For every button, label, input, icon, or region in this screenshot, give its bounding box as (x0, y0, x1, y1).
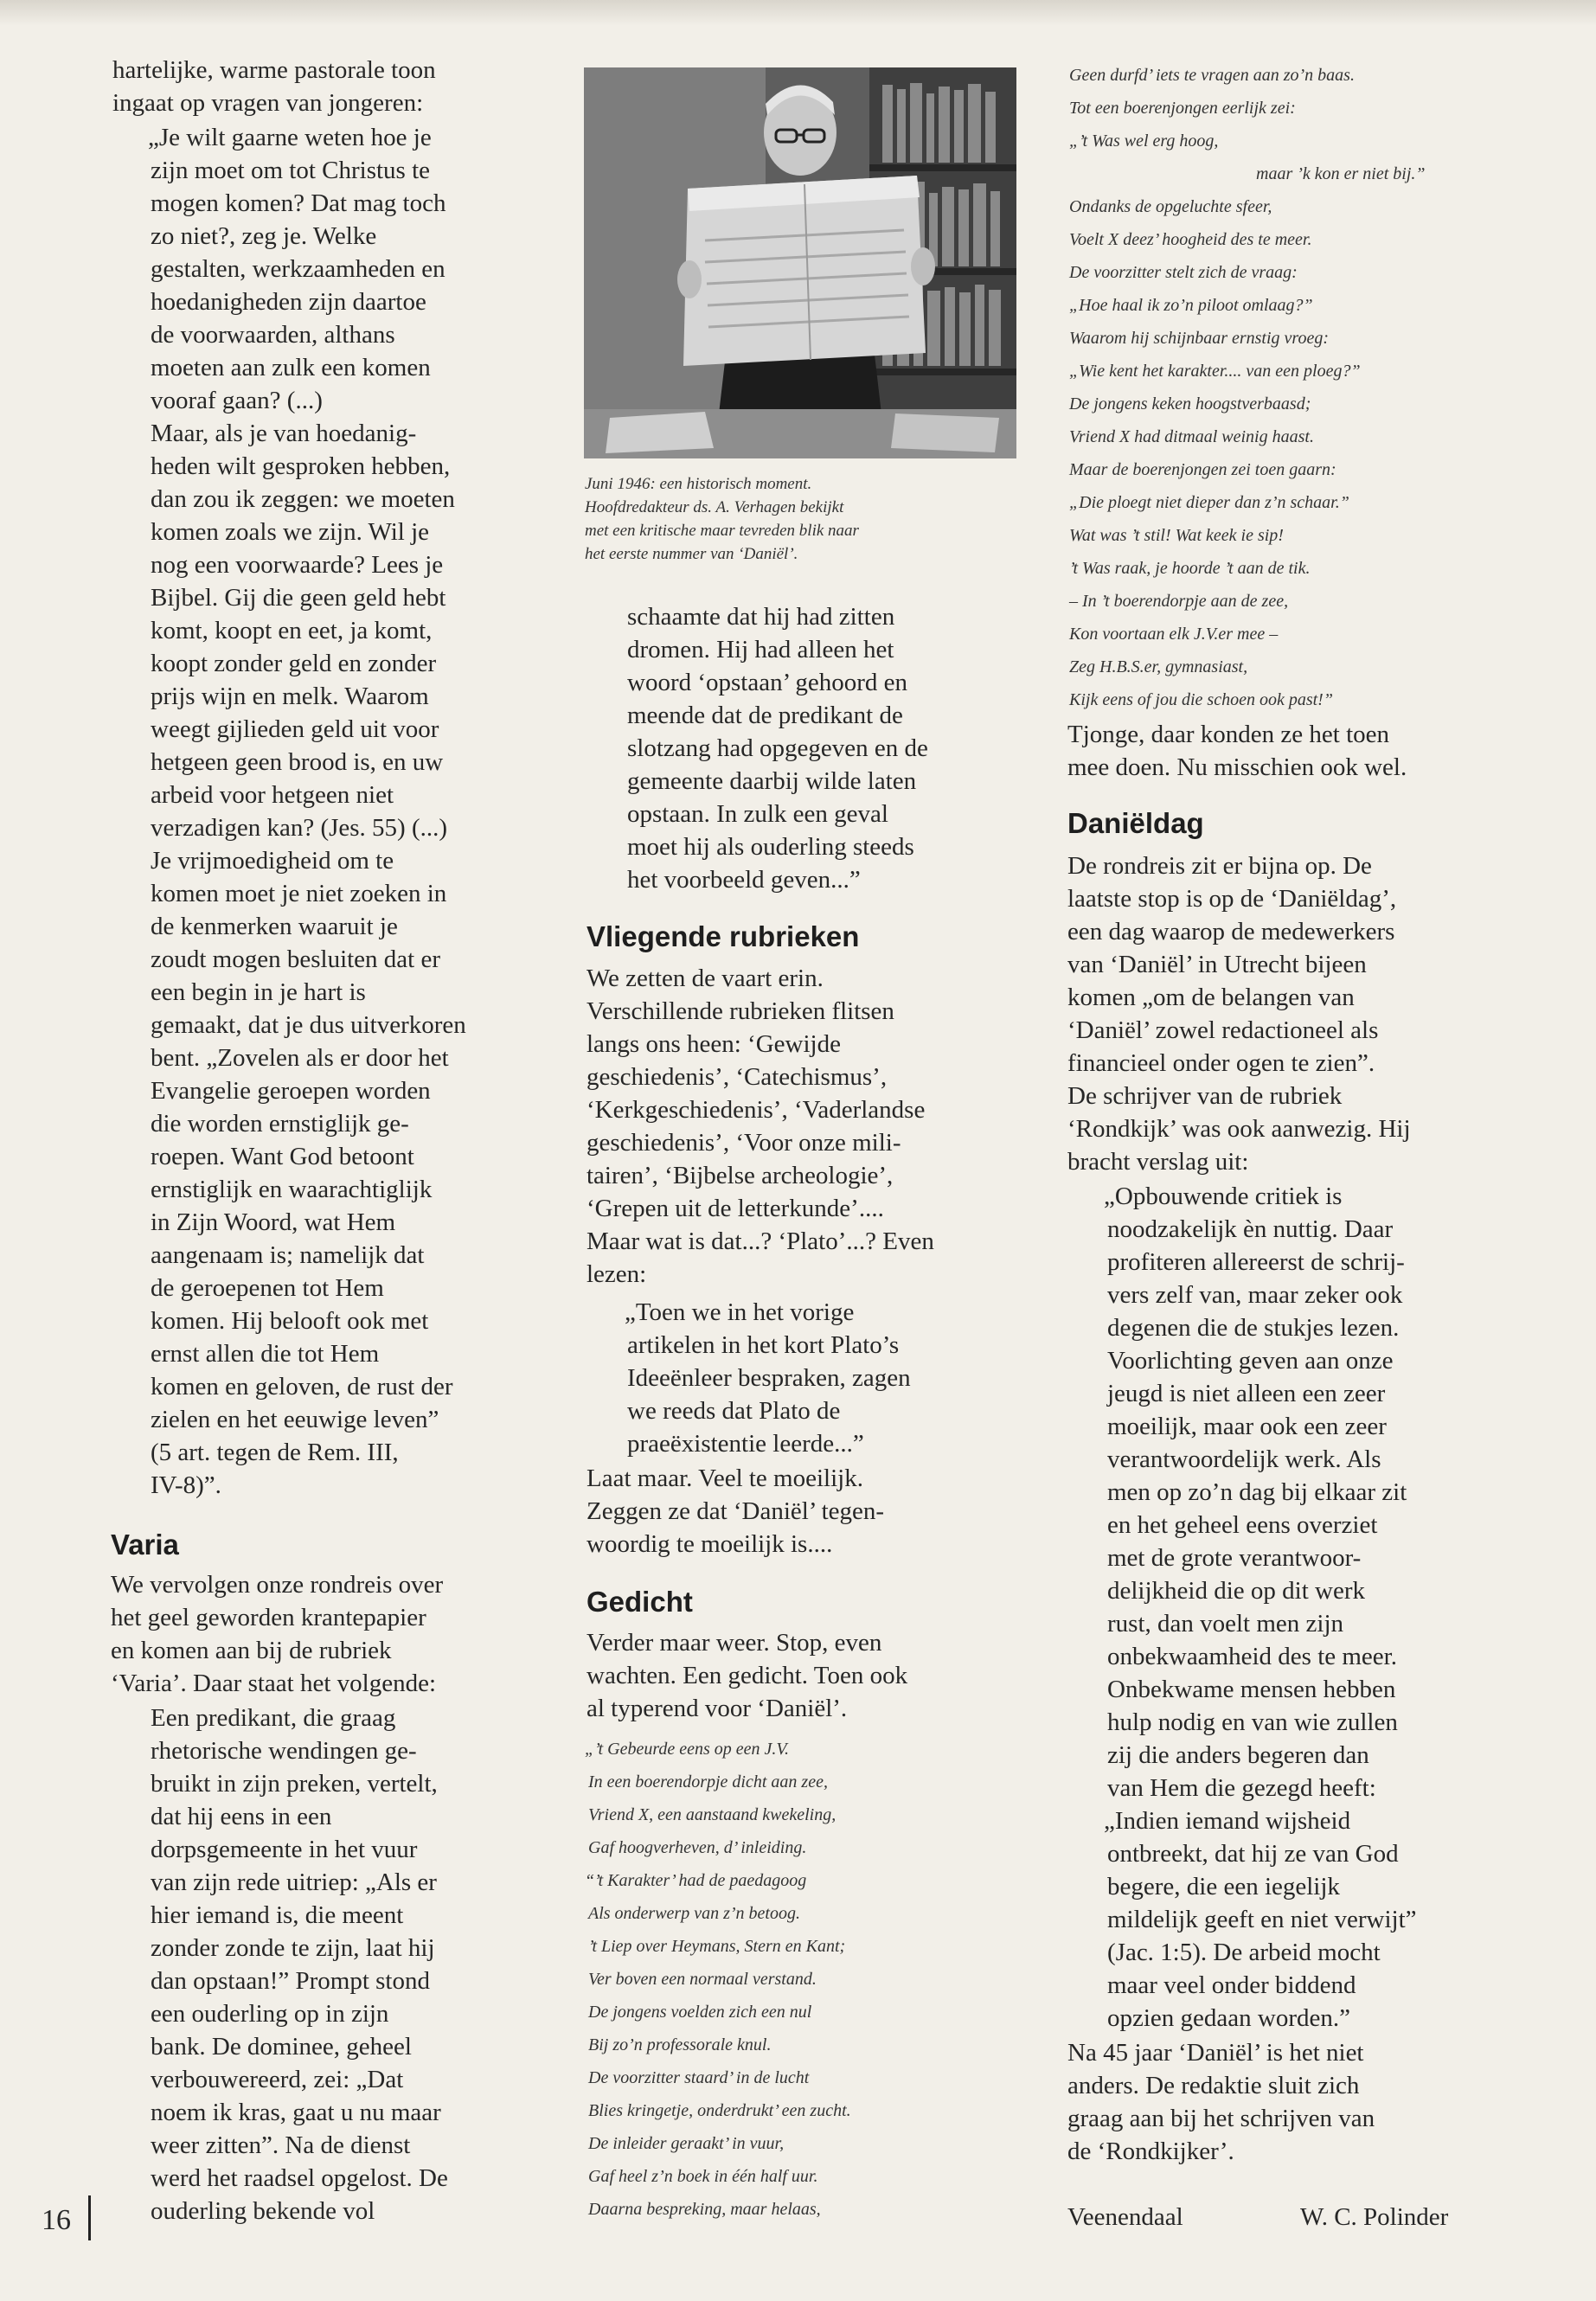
col1-quote-line: zijn moet om tot Christus te (151, 157, 431, 184)
col1-quote-line: werd het raadsel opgelost. De (151, 2164, 448, 2192)
poem-line: Blies kringetje, onderdrukt’ een zucht. (588, 2101, 851, 2120)
col2-line: langs ons heen: ‘Gewijde (586, 1030, 841, 1058)
col3-quote-line: verantwoordelijk werk. Als (1107, 1445, 1381, 1473)
col1-quote-line: Maar, als je van hoedanig- (151, 420, 417, 447)
col3-line: mee doen. Nu misschien ook wel. (1067, 753, 1407, 781)
poem-line: Kijk eens of jou die schoen ook past!” (1069, 690, 1333, 709)
col1-quote-line: vooraf gaan? (...) (151, 387, 323, 414)
poem-line: – In ’t boerendorpje aan de zee, (1069, 592, 1289, 611)
poem-line: Voelt X deez’ hoogheid des te meer. (1069, 230, 1312, 249)
col3-line: laatste stop is op de ‘Daniëldag’, (1067, 885, 1397, 913)
col3-quote-line: delijkheid die op dit werk (1107, 1577, 1365, 1605)
col3-line: van ‘Daniël’ in Utrecht bijeen (1067, 951, 1367, 978)
col1-quote-line: de kenmerken waaruit je (151, 913, 398, 940)
col3-line: Tjonge, daar konden ze het toen (1067, 721, 1390, 748)
footer-author: W. C. Polinder (1300, 2203, 1449, 2231)
col3-line: graag aan bij het schrijven van (1067, 2105, 1375, 2132)
poem-line: Als onderwerp van z’n betoog. (588, 1904, 800, 1923)
col2-quote-line: opstaan. In zulk een geval (627, 800, 888, 828)
heading-varia: Varia (111, 1529, 179, 1561)
col1-quote-line: zonder zonde te zijn, laat hij (151, 1934, 435, 1962)
col2-line: lezen: (586, 1260, 647, 1288)
col3-quote-line: opzien gedaan worden.” (1107, 2004, 1351, 2032)
col3-quote-line: van Hem die gezegd heeft: (1107, 1774, 1376, 1802)
col1-quote-line: heden wilt gesproken hebben, (151, 452, 451, 480)
photo-caption-line: met een kritische maar tevreden blik naar (585, 522, 859, 540)
col1-quote-line: mogen komen? Dat mag toch (151, 189, 446, 217)
col2-line: Zeggen ze dat ‘Daniël’ tegen- (586, 1497, 885, 1525)
col3-quote-line: Onbekwame mensen hebben (1107, 1676, 1396, 1703)
col1-quote-line: Evangelie geroepen worden (151, 1077, 431, 1105)
col1-quote-line: aangenaam is; namelijk dat (151, 1241, 425, 1269)
col2-line: tairen’, ‘Bijbelse archeologie’, (586, 1162, 894, 1189)
col1-quote-line: verbouwereerd, zei: „Dat (151, 2066, 404, 2093)
col2-quote-line: Ideeënleer bespraken, zagen (627, 1364, 911, 1392)
page-number: 16 (42, 2204, 71, 2236)
col1-quote-line: moeten aan zulk een komen (151, 354, 431, 381)
col3-line: ‘Rondkijk’ was ook aanwezig. Hij (1067, 1115, 1411, 1143)
col1-quote-line: Bijbel. Gij die geen geld hebt (151, 584, 446, 612)
col1-quote-line: dan opstaan!” Prompt stond (151, 1967, 430, 1995)
col2-line: woordig te moeilijk is.... (586, 1530, 833, 1558)
poem-line: „’t Was wel erg hoog, (1069, 131, 1219, 151)
col3-quote-line: jeugd is niet alleen een zeer (1107, 1380, 1386, 1407)
col1-quote-line: zielen en het eeuwige leven” (151, 1406, 439, 1433)
footer-place: Veenendaal (1067, 2203, 1183, 2231)
col3-line: de ‘Rondkijker’. (1067, 2138, 1234, 2165)
col1-quote-line: die worden ernstiglijk ge- (151, 1110, 409, 1138)
col3-quote-line: „Opbouwende critiek is (1104, 1183, 1343, 1210)
col2-line: geschiedenis’, ‘Voor onze mili- (586, 1129, 901, 1157)
poem-line: Geen durfd’ iets te vragen aan zo’n baas. (1069, 66, 1355, 85)
poem-line: In een boerendorpje dicht aan zee, (588, 1772, 828, 1791)
col3-quote-line: moeilijk, maar ook een zeer (1107, 1413, 1387, 1440)
poem-line: Gaf heel z’n boek in één half uur. (588, 2167, 818, 2186)
col3-quote-line: vers zelf van, maar zeker ook (1107, 1281, 1403, 1309)
photo-illustration (584, 67, 1016, 458)
col3-line: bracht verslag uit: (1067, 1148, 1249, 1176)
col3-line: ‘Daniël’ zowel redactioneel als (1067, 1016, 1379, 1044)
poem-line: ’t Was raak, je hoorde ’t aan de tik. (1069, 559, 1311, 578)
col1-quote-line: roepen. Want God betoont (151, 1143, 414, 1170)
col3-quote-line: en het geheel eens overziet (1107, 1511, 1378, 1539)
col1-quote-line: gestalten, werkzaamheden en (151, 255, 445, 283)
col2-line: We zetten de vaart erin. (586, 965, 824, 992)
heading-vliegende-rubrieken: Vliegende rubrieken (586, 920, 860, 952)
heading-danieldag: Daniëldag (1067, 807, 1204, 839)
col3-quote-line: profiteren allereerst de schrij- (1107, 1248, 1405, 1276)
photo-caption-line: Juni 1946: een historisch moment. (585, 475, 812, 493)
col1-quote-line: ernstiglijk en waarachtiglijk (151, 1176, 433, 1203)
col1-quote-line: dorpsgemeente in het vuur (151, 1836, 418, 1863)
col2-quote-line: moet hij als ouderling steeds (627, 833, 914, 861)
heading-gedicht: Gedicht (586, 1586, 693, 1618)
page-number-rule (88, 2195, 91, 2240)
col1-quote-line: een begin in je hart is (151, 978, 366, 1006)
col1-line: ingaat op vragen van jongeren: (112, 89, 424, 117)
col2-quote-line: dromen. Hij had alleen het (627, 636, 894, 663)
poem-line: De jongens voelden zich een nul (588, 2003, 812, 2022)
poem-line: Bij zo’n professorale knul. (588, 2035, 772, 2054)
col1-quote-line: (5 art. tegen de Rem. III, (151, 1439, 399, 1466)
col2-line: Maar wat is dat...? ‘Plato’...? Even (586, 1227, 934, 1255)
col1-line: het geel geworden krantepapier (111, 1604, 426, 1631)
col1-quote-line: de voorwaarden, althans (151, 321, 395, 349)
col3-quote-line: rust, dan voelt men zijn (1107, 1610, 1344, 1638)
poem-line: Vriend X, een aanstaand kwekeling, (588, 1805, 836, 1824)
col3-line: De schrijver van de rubriek (1067, 1082, 1343, 1110)
col2-quote-line: schaamte dat hij had zitten (627, 603, 895, 631)
photo-caption-line: Hoofdredakteur ds. A. Verhagen bekijkt (585, 498, 844, 516)
col1-quote-line: rhetorische wendingen ge- (151, 1737, 417, 1765)
col1-quote-line: Een predikant, die graag (151, 1704, 396, 1732)
col1-quote-line: in Zijn Woord, wat Hem (151, 1208, 396, 1236)
poem-line: Ondanks de opgeluchte sfeer, (1069, 197, 1272, 216)
col2-line: Verschillende rubrieken flitsen (586, 997, 894, 1025)
poem-line: Wat was ’t stil! Wat keek ie sip! (1069, 526, 1284, 545)
col1-quote-line: bank. De dominee, geheel (151, 2033, 412, 2061)
col2-line: Verder maar weer. Stop, even (586, 1629, 882, 1657)
poem-line: Vriend X had ditmaal weinig haast. (1069, 427, 1314, 446)
col3-quote-line: hulp nodig en van wie zullen (1107, 1708, 1398, 1736)
poem-line: De inleider geraakt’ in vuur, (588, 2134, 785, 2153)
col1-quote-line: een ouderling op in zijn (151, 2000, 389, 2028)
poem-line: Daarna bespreking, maar helaas, (588, 2200, 821, 2219)
col3-quote-line: Voorlichting geven aan onze (1107, 1347, 1394, 1375)
col1-quote-line: gemaakt, dat je dus uitverkoren (151, 1011, 466, 1039)
col3-line: een dag waarop de medewerkers (1067, 918, 1395, 945)
col1-quote-line: arbeid voor hetgeen niet (151, 781, 394, 809)
col1-quote-line: bent. „Zovelen als er door het (151, 1044, 449, 1072)
poem-line: ’t Liep over Heymans, Stern en Kant; (588, 1937, 846, 1956)
poem-line: Kon voortaan elk J.V.er mee – (1069, 625, 1279, 644)
col1-quote-line: verzadigen kan? (Jes. 55) (...) (151, 814, 448, 842)
col1-line: We vervolgen onze rondreis over (111, 1571, 444, 1599)
col1-quote-line: hetgeen geen brood is, en uw (151, 748, 444, 776)
col1-quote-line: de geroepenen tot Hem (151, 1274, 384, 1302)
col2-quote-line: „Toen we in het vorige (625, 1298, 855, 1326)
col2-quote-line: woord ‘opstaan’ gehoord en (627, 669, 907, 696)
col3-quote-line: mildelijk geeft en niet verwijt” (1107, 1906, 1417, 1933)
col2-line: ‘Kerkgeschiedenis’, ‘Vaderlandse (586, 1096, 926, 1124)
poem-line: De voorzitter stelt zich de vraag: (1069, 263, 1298, 282)
col3-quote-line: noodzakelijk èn nuttig. Daar (1107, 1215, 1394, 1243)
col1-quote-line: van zijn rede uitriep: „Als er (151, 1868, 437, 1896)
col2-quote-line: artikelen in het kort Plato’s (627, 1331, 900, 1359)
col3-quote-line: begere, die een iegelijk (1107, 1873, 1340, 1900)
poem-line: De voorzitter staard’ in de lucht (588, 2068, 810, 2087)
poem-line: “’t Karakter’ had de paedagoog (585, 1871, 807, 1890)
col3-quote-line: degenen die de stukjes lezen. (1107, 1314, 1400, 1342)
col2-quote-line: praeëxistentie leerde...” (627, 1430, 864, 1458)
col1-quote-line: komen en geloven, de rust der (151, 1373, 453, 1400)
col1-line: ‘Varia’. Daar staat het volgende: (111, 1670, 437, 1697)
col1-quote-line: zoudt mogen besluiten dat er (151, 945, 441, 973)
col3-quote-line: ontbreekt, dat hij ze van God (1107, 1840, 1399, 1868)
col1-quote-line: koopt zonder geld en zonder (151, 650, 437, 677)
col2-line: wachten. Een gedicht. Toen ook (586, 1662, 908, 1689)
col3-line: financieel onder ogen te zien”. (1067, 1049, 1375, 1077)
col2-line: Laat maar. Veel te moeilijk. (586, 1465, 863, 1492)
col1-line: en komen aan bij de rubriek (111, 1637, 392, 1664)
col2-line: ‘Grepen uit de letterkunde’.... (586, 1195, 884, 1222)
col3-quote-line: men op zo’n dag bij elkaar zit (1107, 1478, 1407, 1506)
col3-quote-line: „Indien iemand wijsheid (1104, 1807, 1351, 1835)
historical-photo (584, 67, 1016, 458)
page-top-shadow (0, 0, 1596, 26)
col1-quote-line: zo niet?, zeg je. Welke (151, 222, 377, 250)
col1-quote-line: hier iemand is, die meent (151, 1901, 404, 1929)
col1-quote-line: dan zou ik zeggen: we moeten (151, 485, 455, 513)
col2-quote-line: slotzang had opgegeven en de (627, 734, 928, 762)
poem-line: „Wie kent het karakter.... van een ploeg?” (1069, 362, 1361, 381)
col3-line: anders. De redaktie sluit zich (1067, 2072, 1360, 2099)
poem-line: De jongens keken hoogstverbaasd; (1069, 394, 1311, 413)
col1-quote-line: prijs wijn en melk. Waarom (151, 683, 429, 710)
col3-line: komen „om de belangen van (1067, 984, 1355, 1011)
poem-line: „Die ploegt niet dieper dan z’n schaar.” (1069, 493, 1349, 512)
col1-quote-line: weer zitten”. Na de dienst (151, 2131, 411, 2159)
col1-line: hartelijke, warme pastorale toon (112, 56, 436, 84)
col1-quote-line: komen zoals we zijn. Wil je (151, 518, 430, 546)
col2-quote-line: meende dat de predikant de (627, 702, 903, 729)
col1-quote-line: IV-8)”. (151, 1471, 221, 1499)
col3-line: Na 45 jaar ‘Daniël’ is het niet (1067, 2039, 1364, 2067)
col3-quote-line: zij die anders begeren dan (1107, 1741, 1369, 1769)
photo-caption-line: het eerste nummer van ‘Daniël’. (585, 545, 798, 563)
poem-line: maar ’k kon er niet bij.” (1256, 164, 1426, 183)
poem-line: Maar de boerenjongen zei toen gaarn: (1069, 460, 1336, 479)
col2-line: geschiedenis’, ‘Catechismus’, (586, 1063, 888, 1091)
col3-quote-line: maar veel onder biddend (1107, 1971, 1356, 1999)
col2-quote-line: we reeds dat Plato de (627, 1397, 841, 1425)
col1-quote-line: bruikt in zijn preken, vertelt, (151, 1770, 438, 1798)
poem-line: Gaf hoogverheven, d’ inleiding. (588, 1838, 807, 1857)
col3-quote-line: (Jac. 1:5). De arbeid mocht (1107, 1939, 1381, 1966)
col1-quote-line: hoedanigheden zijn daartoe (151, 288, 426, 316)
col2-line: al typerend voor ‘Daniël’. (586, 1695, 848, 1722)
col2-quote-line: gemeente daarbij wilde laten (627, 767, 917, 795)
col1-quote-line: Je vrijmoedigheid om te (151, 847, 394, 875)
poem-line: „’t Gebeurde eens op een J.V. (585, 1740, 790, 1759)
col1-quote-line: komt, koopt en eet, ja komt, (151, 617, 433, 644)
poem-line: Ver boven een normaal verstand. (588, 1970, 817, 1989)
col1-quote-line: weegt gijlieden geld uit voor (151, 715, 439, 743)
col3-quote-line: onbekwaamheid des te meer. (1107, 1643, 1397, 1670)
col1-quote-line: dat hij eens in een (151, 1803, 332, 1830)
poem-line: Tot een boerenjongen eerlijk zei: (1069, 99, 1296, 118)
col1-quote-line: ouderling bekende vol (151, 2197, 375, 2225)
col3-line: De rondreis zit er bijna op. De (1067, 852, 1372, 880)
col3-quote-line: met de grote verantwoor- (1107, 1544, 1362, 1572)
col1-quote-line: noem ik kras, gaat u nu maar (151, 2099, 441, 2126)
poem-line: „Hoe haal ik zo’n piloot omlaag?” (1069, 296, 1313, 315)
poem-line: Waarom hij schijnbaar ernstig vroeg: (1069, 329, 1329, 348)
col1-quote-line: „Je wilt gaarne weten hoe je (148, 124, 432, 151)
col1-quote-line: nog een voorwaarde? Lees je (151, 551, 444, 579)
col2-quote-line: het voorbeeld geven...” (627, 866, 861, 894)
col1-quote-line: komen. Hij belooft ook met (151, 1307, 429, 1335)
col1-quote-line: komen moet je niet zoeken in (151, 880, 447, 907)
col1-quote-line: ernst allen die tot Hem (151, 1340, 380, 1368)
poem-line: Zeg H.B.S.er, gymnasiast, (1069, 657, 1248, 676)
